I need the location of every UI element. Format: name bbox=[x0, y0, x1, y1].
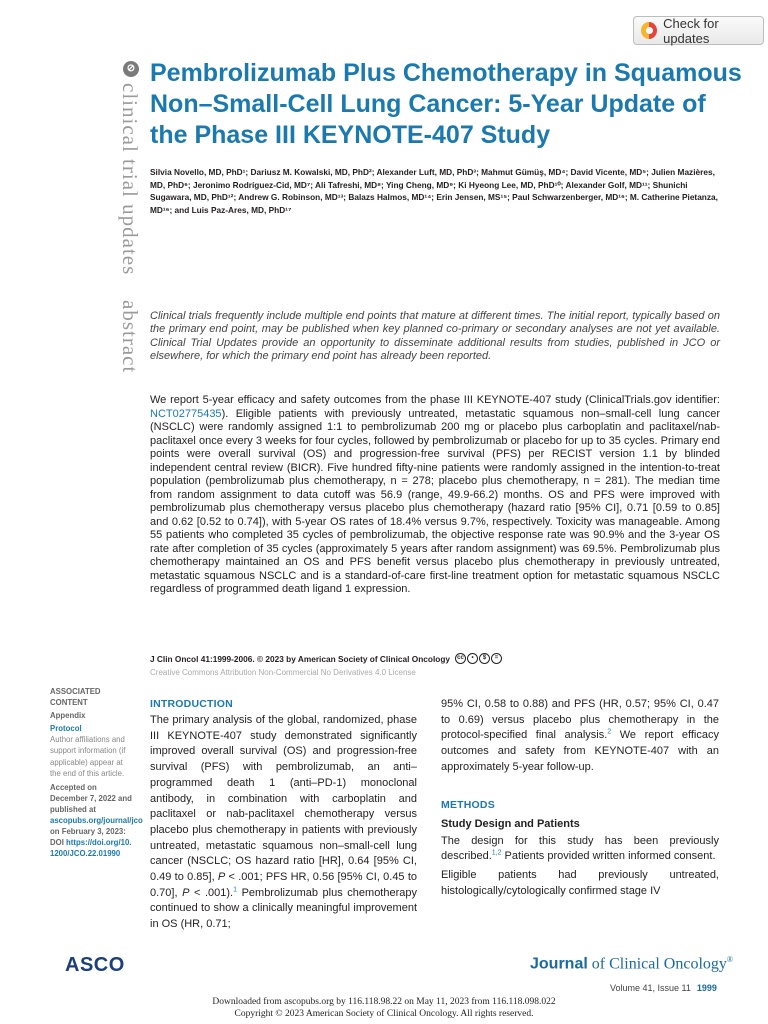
creative-commons-icon bbox=[455, 653, 502, 664]
reference-link[interactable]: 2 bbox=[607, 728, 612, 736]
download-footer bbox=[0, 996, 768, 1020]
affiliations-note: Author affiliations and support information (if applicable) appear at the end of this article. bbox=[50, 735, 126, 778]
column-right bbox=[441, 697, 719, 899]
asco-logo: ASCO bbox=[65, 954, 125, 976]
check-for-updates-label: Check for updates bbox=[663, 15, 719, 46]
methods-paragraph-1: The design for this study has been previously described.$^{1,2}$ Patients provided written informed consent. bbox=[441, 834, 719, 863]
margin-notes bbox=[50, 686, 143, 859]
reference-link[interactable]: 1 bbox=[233, 886, 238, 894]
reference-link[interactable]: 1,2 bbox=[491, 849, 502, 857]
crossmark-icon bbox=[641, 22, 657, 39]
introduction-paragraph-1: The primary analysis of the global, randomized, phase III KEYNOTE-407 study demonstrated significantly improved overall survival (OS) and progression-free survival (PFS) with pembrolizumab, an anti–programmed death 1 (anti–PD-1) monoclonal antibody, in combination with carboplatin and paclitaxel or nab-paclitaxel chemotherapy versus placebo plus chemotherapy in patients with previously untreated, metastatic squamous non–small-cell lung cancer (NSCLC; OS hazard ratio [HR], 0.64 [95% CI, 0.49 to 0.85], P < .001; PFS HR, 0.56 [95% CI, 0.45 to 0.70], P < .001).$^1$ Pembrolizumab plus chemotherapy continued to show a clinically meaningful improvement in OS (HR, 0.71; bbox=[150, 714, 417, 931]
article-title: Pembrolizumab Plus Chemotherapy in Squamous Non–Small-Cell Lung Cancer: 5-Year Update of the Phase III KEYNOTE-407 Study bbox=[150, 59, 742, 149]
license-link[interactable]: Creative Commons Attribution Non-Commercial No Derivatives 4.0 License bbox=[150, 668, 416, 677]
volume-issue: Volume 41, Issue 11 1999 bbox=[610, 983, 717, 993]
column-left bbox=[150, 697, 417, 933]
page-number: 1999 bbox=[696, 983, 717, 993]
journal-name: Journal of Clinical Oncology® bbox=[530, 955, 733, 973]
clinical-trial-updates-preamble: Clinical trials frequently include multiple end points that mature at different times. The initial report, typically based on the primary end point, may be published when key planned co-primary or secondary analyses are not yet available. Clinical Trial Updates provide an opportunity to disseminate additional results from studies, published in JCO or elsewhere, for which the primary end point has already been reported. bbox=[150, 310, 720, 363]
study-design-subheading: Study Design and Patients bbox=[441, 817, 580, 830]
journal-url-link[interactable]: ascopubs.org/journal/jco bbox=[50, 816, 143, 826]
abstract-body bbox=[150, 394, 720, 597]
nd-glyph: = bbox=[491, 653, 502, 664]
by-glyph: • bbox=[467, 653, 478, 664]
nc-glyph: $ bbox=[479, 653, 490, 664]
section-label-abstract: abstract bbox=[118, 300, 142, 374]
doi-link[interactable]: https://doi.org/10.1200/JCO.22.01990 bbox=[50, 838, 132, 859]
published-date-note: on February 3, 2023: DOI bbox=[50, 827, 126, 848]
author-list: Silvia Novello, MD, PhD¹; Dariusz M. Kowalski, MD, PhD²; Alexander Luft, MD, PhD³; Mahmut Gümüş, MD⁴; David Vicente, MD⁵; Julien Mazières, MD, PhD⁶; Jeronimo Rodríguez-Cid, MD⁷; Ali Tafreshi, MD⁸; Ying Cheng, MD⁹; Ki Hyeong Lee, MD, PhD¹⁰; Alexander Golf, MD¹¹; Shunichi Sugawara, MD, PhD¹²; Andrew G. Robinson, MD¹³; Balazs Halmos, MD¹⁴; Erin Jensen, MS¹⁵; Paul Schwarzenberger, MD¹⁶; M. Catherine Pietanza, MD¹⁶; and Luis Paz-Ares, MD, PhD¹⁷ bbox=[150, 167, 718, 215]
copyright-line: Copyright © 2023 American Society of Clinical Oncology. All rights reserved. bbox=[234, 1009, 534, 1019]
citation-text: J Clin Oncol 41:1999-2006. © 2023 by American Society of Clinical Oncology bbox=[150, 653, 450, 664]
methods-heading: METHODS bbox=[441, 798, 495, 811]
citation-line bbox=[150, 653, 502, 664]
introduction-paragraph-1-continued: 95% CI, 0.58 to 0.88) and PFS (HR, 0.57; 95% CI, 0.47 to 0.69) versus placebo plus chemotherapy in the protocol-specified final analysis.$^2$ We report efficacy outcomes and safety from KEYNOTE-407 with an approximately 5-year follow-up. bbox=[441, 698, 719, 773]
abstract-text-1: We report 5-year efficacy and safety outcomes from the phase III KEYNOTE-407 study (ClinicalTrials.gov identifier: bbox=[150, 394, 720, 406]
nct-link[interactable]: NCT02775435 bbox=[150, 407, 222, 420]
accepted-note: Accepted on December 7, 2022 and published at bbox=[50, 782, 132, 814]
cc-glyph: cc bbox=[455, 653, 466, 664]
introduction-heading: INTRODUCTION bbox=[150, 698, 233, 710]
open-access-icon: ⊘ bbox=[123, 61, 139, 77]
check-for-updates-button[interactable] bbox=[633, 16, 764, 45]
methods-paragraph-2: Eligible patients had previously untreated, histologically/cytologically confirmed stage IV bbox=[441, 868, 719, 897]
download-line: Downloaded from ascopubs.org by 116.118.98.22 on May 11, 2023 from 116.118.098.022 bbox=[212, 997, 556, 1007]
associated-content-heading: ASSOCIATED CONTENT bbox=[50, 687, 101, 708]
protocol-link[interactable]: Protocol bbox=[50, 724, 82, 734]
appendix-label: Appendix bbox=[50, 711, 86, 721]
section-label-clinical-trial-updates: clinical trial updates bbox=[118, 83, 142, 276]
abstract-text-2: ). Eligible patients with previously untreated, metastatic squamous non–small-cell lung cancer (NSCLC) were randomly assigned 1:1 to pembrolizumab 200 mg or placebo plus carboplatin and paclitaxel/nab-paclitaxel once every 3 weeks for four cycles, followed by pembrolizumab or placebo for up to 35 cycles. Primary end points were overall survival (OS) and progression-free survival (PFS) per RECIST version 1.1 by blinded independent central review (BICR). Five hundred fifty-nine patients were randomly assigned in the intention-to-treat population (pembrolizumab plus chemotherapy, n = 278; placebo plus chemotherapy, n = 281). The median time from random assignment to data cutoff was 56.9 (range, 49.9-66.2) months. OS and PFS were improved with pembrolizumab plus chemotherapy versus placebo plus chemotherapy (hazard ratio [95% CI], 0.71 [0.59 to 0.85] and 0.62 [0.52 to 0.74]), with 5-year OS rates of 18.4% versus 9.7%, respectively. Toxicity was manageable. Among 55 patients who completed 35 cycles of pembrolizumab, the objective response rate was 90.9% and the 3-year OS rate after completion of 35 cycles (approximately 5 years after random assignment) was 69.5%. Pembrolizumab plus chemotherapy maintained an OS and PFS benefit versus placebo plus chemotherapy in previously untreated, metastatic squamous NSCLC and is a standard-of-care first-line treatment option for metastatic squamous NSCLC regardless of programmed death ligand 1 expression. bbox=[150, 407, 720, 595]
